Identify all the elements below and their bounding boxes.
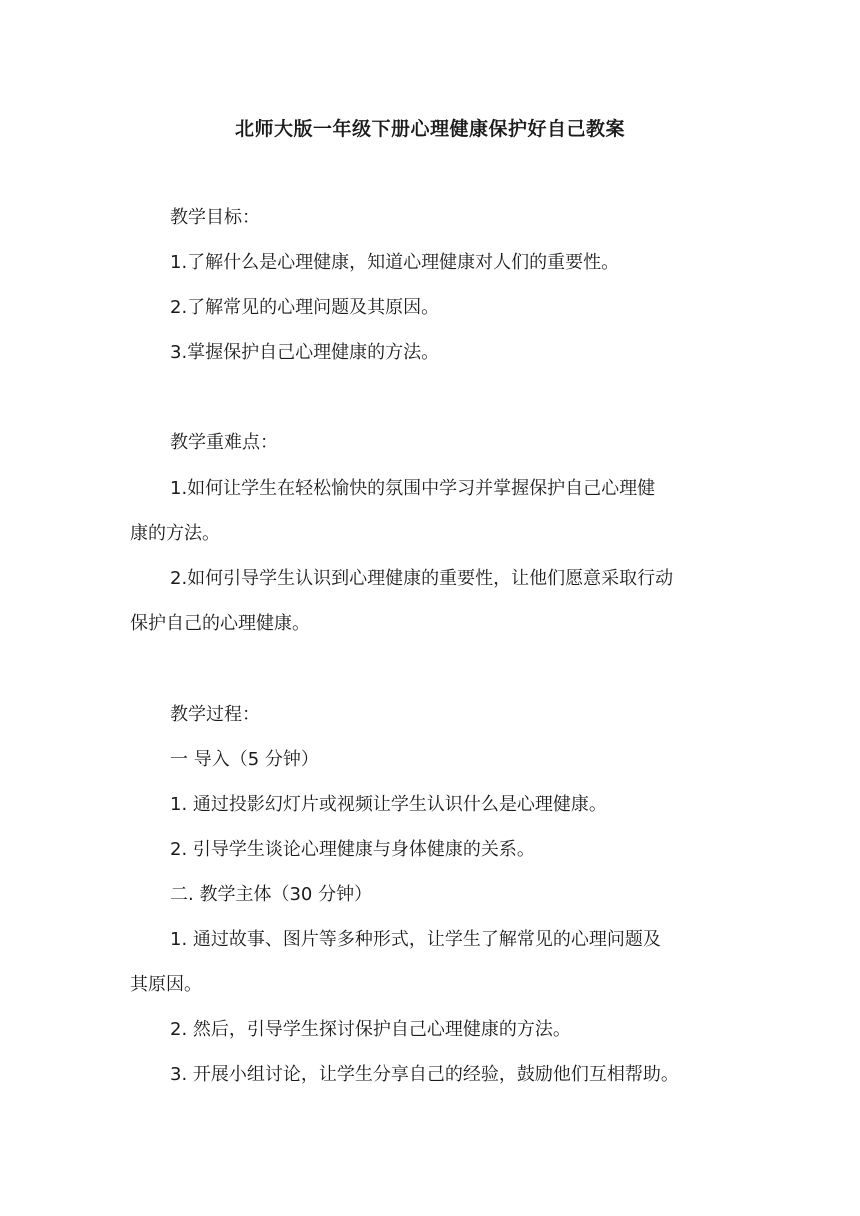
section-2-item-1-line-2: 其原因。: [130, 974, 202, 995]
section-2-item-2: 2. 然后，引导学生探讨保护自己心理健康的方法。: [170, 1019, 571, 1040]
document-title: 北师大版一年级下册心理健康保护好自己教案: [234, 118, 625, 140]
section-2-item-1-line-1: 1. 通过故事、图片等多种形式，让学生了解常见的心理问题及: [170, 929, 661, 950]
goal-item-2: 2.了解常见的心理问题及其原因。: [170, 297, 440, 318]
key-point-1-line-1: 1.如何让学生在轻松愉快的氛围中学习并掌握保护自己心理健: [170, 478, 656, 499]
section-2-heading: 二. 教学主体（30 分钟）: [170, 884, 373, 905]
key-point-2-line-2: 保护自己的心理健康。: [130, 613, 310, 634]
key-points-heading: 教学重难点：: [170, 432, 278, 453]
section-1-heading: 一 导入（5 分钟）: [170, 749, 319, 770]
section-1-item-1: 1. 通过投影幻灯片或视频让学生认识什么是心理健康。: [170, 794, 607, 815]
section-1-item-2: 2. 引导学生谈论心理健康与身体健康的关系。: [170, 839, 535, 860]
key-point-2-line-1: 2.如何引导学生认识到心理健康的重要性，让他们愿意采取行动: [170, 568, 674, 589]
goal-item-1: 1.了解什么是心理健康，知道心理健康对人们的重要性。: [170, 252, 620, 273]
key-point-1-line-2: 康的方法。: [130, 523, 220, 544]
goal-item-3: 3.掌握保护自己心理健康的方法。: [170, 342, 440, 363]
section-2-item-3: 3. 开展小组讨论，让学生分享自己的经验，鼓励他们互相帮助。: [170, 1064, 679, 1085]
process-heading: 教学过程：: [170, 704, 260, 725]
goals-heading: 教学目标：: [170, 207, 260, 228]
